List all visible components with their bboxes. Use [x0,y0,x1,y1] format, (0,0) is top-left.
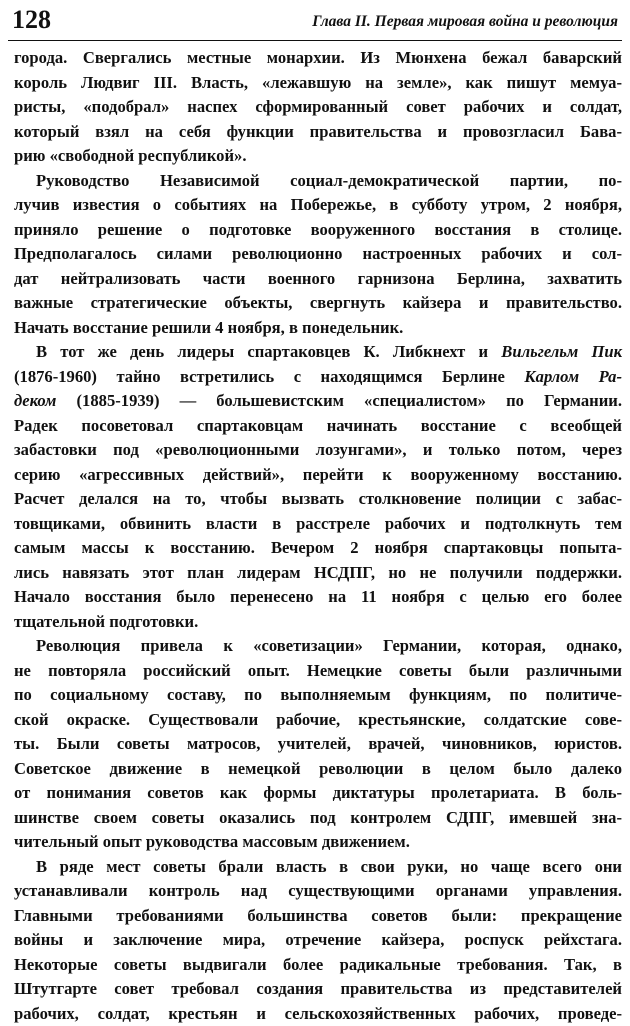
text-line [14,389,622,414]
text-line: забастовки под «революционными лозунгами», и только потом, через [14,438,622,463]
text-line: тщательной подготовки. [14,610,622,635]
text-line: Революция привела к «советизации» Германии, которая, однако, [14,634,622,659]
paragraph [14,169,622,341]
text-line: шинстве своем советы оказались под контролем СДПГ, имевшей зна- [14,806,622,831]
text-line [14,365,622,390]
text-line: Некоторые советы выдвигали более радикальные требования. Так, в [14,953,622,978]
paragraph [14,340,622,634]
text-line: ты. Были советы матросов, учителей, врачей, чиновников, юристов. [14,732,622,757]
text-run: (1885-1939) — большевистским «специалистом» по Германии. [56,391,622,410]
text-line: не повторяла российский опыт. Немецкие советы были различными [14,659,622,684]
text-line: рию «свободной республикой». [14,144,622,169]
page-number: 128 [12,4,51,36]
text-line: приняло решение о подготовке вооруженного восстания в столице. [14,218,622,243]
page-header [8,4,622,41]
text-line: по социальному составу, по выполняемым функциям, по политиче- [14,683,622,708]
text-line: лучив известия о событиях на Побережье, в субботу утром, 2 ноября, [14,193,622,218]
text-line: чительный опыт руководства массовым движением. [14,830,622,855]
text-run: В тот же день лидеры спартаковцев К. Либкнехт и [36,342,501,361]
paragraph [14,855,622,1026]
text-line: Руководство Независимой социал-демократической партии, по- [14,169,622,194]
text-line: Начало восстания было перенесено на 11 ноября с целью его более [14,585,622,610]
text-line: серию «агрессивных действий», перейти к вооруженному восстанию. [14,463,622,488]
running-head: Глава II. Первая мировая война и революция [312,12,618,32]
italic-name: деком [14,391,56,410]
text-line: войны и заключение мира, отречение кайзера, роспуск рейхстага. [14,928,622,953]
text-line: Штутгарте совет требовал создания правительства из представителей [14,977,622,1002]
text-line: Начать восстание решили 4 ноября, в понедельник. [14,316,622,341]
text-line: устанавливали контроль над существующими органами управления. [14,879,622,904]
text-line: рабочих, солдат, крестьян и сельскохозяйственных рабочих, проведе- [14,1002,622,1026]
text-line: Расчет делался на то, чтобы вызвать столкновение полиции с забас- [14,487,622,512]
text-line: король Людвиг III. Власть, «лежавшую на земле», как пишут мемуа- [14,71,622,96]
text-line: ристы, «подобрал» наспех сформированный совет рабочих и солдат, [14,95,622,120]
text-line: Главными требованиями большинства советов были: прекращение [14,904,622,929]
text-line: который взял на себя функции правительства и провозгласил Бава- [14,120,622,145]
text-run: (1876-1960) тайно встретились с находящимся Берлине [14,367,524,386]
text-line [14,340,622,365]
text-line: города. Свергались местные монархии. Из Мюнхена бежал баварский [14,46,622,71]
text-line: ской окраске. Существовали рабочие, крестьянские, солдатские сове- [14,708,622,733]
text-line: Радек посоветовал спартаковцам начинать восстание с всеобщей [14,414,622,439]
text-line: товщиками, обвинить власти в расстреле рабочих и подтолкнуть тем [14,512,622,537]
text-line: лись навязать этот план лидерам НСДПГ, но не получили поддержки. [14,561,622,586]
text-line: Советское движение в немецкой революции в целом было далеко [14,757,622,782]
text-line: от понимания советов как формы диктатуры пролетариата. В боль- [14,781,622,806]
text-line: Предполагалось силами революционно настроенных рабочих и сол- [14,242,622,267]
text-line: В ряде мест советы брали власть в свои руки, но чаще всего они [14,855,622,880]
text-line: важные стратегические объекты, свергнуть кайзера и правительство. [14,291,622,316]
text-line: дат нейтрализовать части военного гарнизона Берлина, захватить [14,267,622,292]
body-text [14,46,622,1026]
paragraph [14,634,622,855]
italic-name: Вильгельм Пик [501,342,622,361]
paragraph [14,46,622,169]
text-line: самым массы к восстанию. Вечером 2 ноября спартаковцы попыта- [14,536,622,561]
italic-name: Карлом Ра- [524,367,622,386]
